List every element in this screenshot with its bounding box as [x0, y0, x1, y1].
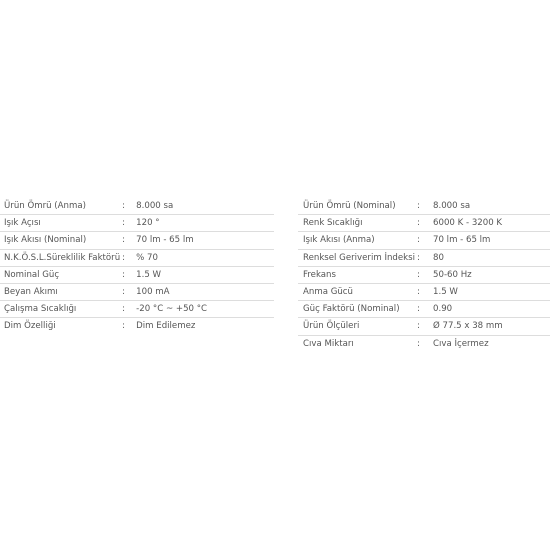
spec-label: Ürün Ömrü (Nominal): [298, 198, 415, 215]
table-row: [298, 249, 550, 266]
spec-label: Çalışma Sıcaklığı: [0, 301, 120, 318]
table-row: [0, 249, 274, 266]
table-row: [0, 215, 274, 232]
table-row: [298, 283, 550, 300]
spec-separator: :: [415, 301, 433, 318]
table-row: [298, 266, 550, 283]
spec-separator: :: [120, 198, 136, 215]
spec-separator: :: [120, 283, 136, 300]
table-row: [298, 232, 550, 249]
table-row: [0, 266, 274, 283]
spec-separator: :: [415, 283, 433, 300]
spec-separator: :: [120, 249, 136, 266]
table-row: [0, 301, 274, 318]
spec-label: Işık Akısı (Anma): [298, 232, 415, 249]
spec-value: 1.5 W: [136, 266, 274, 283]
spec-value: % 70: [136, 249, 274, 266]
spec-value: Ø 77.5 x 38 mm: [433, 318, 550, 335]
spec-label: Renksel Geriverim İndeksi: [298, 249, 415, 266]
spec-value: Cıva İçermez: [433, 338, 489, 349]
spec-separator: :: [415, 249, 433, 266]
spec-label: Işık Açısı: [0, 215, 120, 232]
spec-value: 50-60 Hz: [433, 266, 550, 283]
spec-value: 1.5 W: [433, 283, 550, 300]
spec-table-left: [0, 198, 274, 335]
spec-label: Ürün Ömrü (Anma): [0, 198, 120, 215]
table-row: [298, 318, 550, 335]
spec-separator: :: [415, 215, 433, 232]
spec-separator: :: [120, 301, 136, 318]
spec-label: Güç Faktörü (Nominal): [298, 301, 415, 318]
table-row: [298, 335, 550, 352]
spec-label: Frekans: [298, 266, 415, 283]
spec-label: N.K.Ö.S.L.Süreklilik Faktörü: [0, 249, 120, 266]
spec-separator: :: [120, 232, 136, 249]
spec-label: Ürün Ölçüleri: [298, 318, 415, 335]
spec-value: Dim Edilemez: [136, 321, 196, 332]
spec-label: Anma Gücü: [298, 283, 415, 300]
table-row: [298, 198, 550, 215]
spec-value: 120 °: [136, 215, 274, 232]
spec-value: 80: [433, 249, 550, 266]
spec-label: Dim Özelliği: [4, 321, 56, 332]
spec-value: 8.000 sa: [433, 198, 550, 215]
spec-separator: :: [120, 215, 136, 232]
spec-value: 100 mA: [136, 283, 274, 300]
spec-label: Renk Sıcaklığı: [298, 215, 415, 232]
spec-separator: :: [122, 321, 126, 332]
spec-separator: :: [120, 266, 136, 283]
table-row: [0, 283, 274, 300]
spec-label: Nominal Güç: [0, 266, 120, 283]
spec-value: 70 lm - 65 lm: [433, 232, 550, 249]
spec-value: -20 °C ~ +50 °C: [136, 301, 274, 318]
spec-separator: :: [415, 198, 433, 215]
spec-separator: :: [417, 338, 420, 349]
table-row: [0, 318, 274, 335]
spec-label: Işık Akısı (Nominal): [0, 232, 120, 249]
table-row: [0, 232, 274, 249]
spec-label: Beyan Akımı: [0, 283, 120, 300]
spec-separator: :: [415, 266, 433, 283]
spec-label: Cıva Miktarı: [303, 338, 354, 349]
spec-separator: :: [415, 232, 433, 249]
spec-value: 8.000 sa: [136, 198, 274, 215]
spec-value: 6000 K - 3200 K: [433, 215, 550, 232]
table-row: [298, 301, 550, 318]
table-row: [0, 198, 274, 215]
spec-separator: :: [415, 318, 433, 335]
spec-table-right: [298, 198, 550, 352]
spec-value: 0.90: [433, 301, 550, 318]
table-row: [298, 215, 550, 232]
spec-value: 70 lm - 65 lm: [136, 232, 274, 249]
